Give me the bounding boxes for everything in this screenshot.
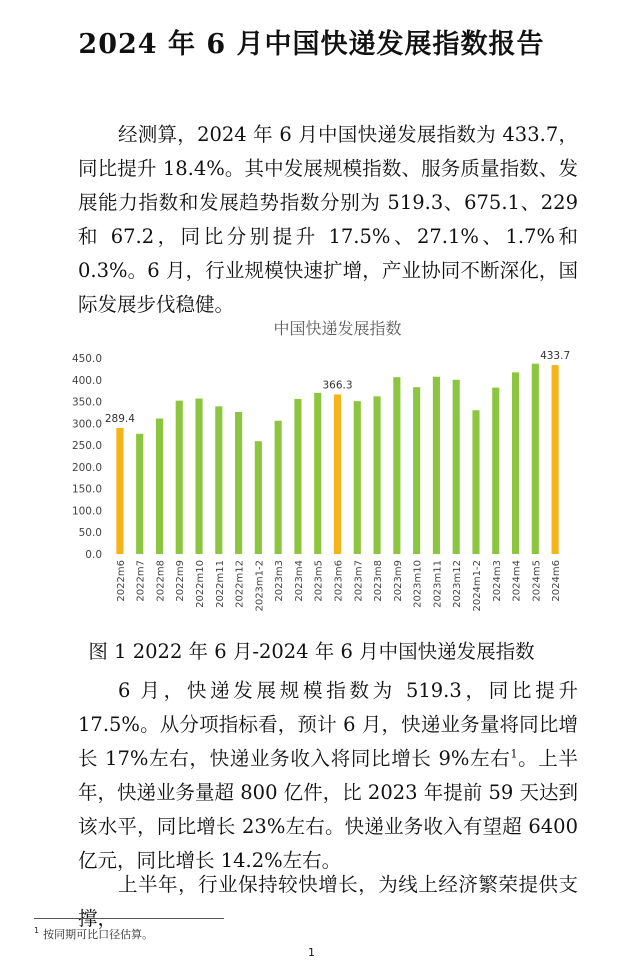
bar-2023m9 [393, 377, 400, 554]
x-tick-label: 2023m7 [353, 560, 365, 602]
y-tick-label: 250.0 [71, 440, 102, 453]
footnote-mark: 1 [34, 926, 40, 936]
bar-2022m11 [215, 406, 222, 554]
bar-2022m10 [195, 399, 202, 554]
x-tick-label: 2023m9 [392, 560, 404, 602]
x-tick-label: 2023m10 [412, 560, 424, 608]
x-tick-label: 2023m3 [274, 560, 286, 602]
chart-title: 中国快递发展指数 [273, 319, 402, 338]
bars-group [116, 364, 558, 554]
x-tick-label: 2023m6 [333, 560, 345, 602]
x-tick-label: 2024m3 [491, 560, 503, 602]
y-tick-label: 450.0 [71, 353, 102, 365]
x-tick-label: 2024m1-2 [471, 560, 483, 612]
intro-paragraph: 经测算，2024 年 6 月中国快递发展指数为 433.7，同比提升 18.4%。其中发展规模指数、服务质量指数、发展能力指数和发展趋势指数分别为 519.3、675.1、229 和 67.2，同比分别提升 17.5%、27.1%、1.7%和 0.3%。6 月，行业规模快速扩增，产业协同不断深化，国际发展步伐稳健。 [78, 123, 578, 316]
y-tick-label: 200.0 [71, 461, 102, 474]
bar-2023m10 [413, 387, 420, 554]
bar-2022m7 [136, 434, 143, 554]
bar-2023m7 [354, 401, 361, 554]
x-tick-label: 2022m11 [214, 560, 226, 608]
footnote-reference[interactable]: 1 [510, 747, 518, 761]
x-tick-label: 2023m4 [293, 560, 305, 602]
x-tick-label: 2024m5 [531, 560, 543, 602]
y-tick-label: 50.0 [78, 527, 102, 540]
bar-2023m5 [314, 393, 321, 554]
figure-caption: 图 1 2022 年 6 月-2024 年 6 月中国快递发展指数 [88, 640, 535, 663]
x-tick-label: 2023m11 [432, 560, 444, 608]
scale-paragraph-part-b: 。上半年，快递业务量超 800 亿件，比 2023 年提前 59 天达到该水平，同比增长 23%左右。快递业务收入有望超 6400 亿元，同比增长 14.2%左右。 [78, 747, 578, 872]
x-tick-label: 2022m10 [195, 560, 207, 608]
bar-2024m4 [512, 372, 519, 554]
x-tick-label: 2022m6 [115, 560, 127, 602]
bar-2023m4 [294, 399, 301, 554]
y-tick-label: 0.0 [85, 549, 102, 561]
x-tick-label: 2023m12 [452, 560, 464, 608]
x-tick-label: 2023m5 [313, 560, 325, 602]
footnote-divider [34, 918, 224, 919]
bar-2024m6 [552, 365, 559, 554]
bar-2022m6 [116, 428, 123, 554]
scale-paragraph [78, 674, 578, 878]
footnote [34, 926, 153, 942]
y-tick-label: 400.0 [71, 374, 102, 387]
express-index-chart [60, 308, 580, 628]
scale-paragraph-part-a: 6 月，快递发展规模指数为 519.3，同比提升 17.5%。从分项指标看，预计 6 月，快递业务量将同比增长 17%左右，快递业务收入将同比增长 9%左右 [78, 679, 578, 770]
data-label: 433.7 [540, 350, 571, 363]
bar-2024m3 [492, 388, 499, 554]
y-tick-label: 300.0 [71, 418, 102, 431]
y-tick-label: 150.0 [71, 483, 102, 496]
x-tick-label: 2023m8 [373, 560, 385, 602]
bar-2024m1-2 [472, 410, 479, 554]
x-tick-label: 2022m7 [135, 560, 147, 602]
growth-paragraph: 上半年，行业保持较快增长，为线上经济繁荣提供支撑， [78, 873, 578, 930]
footnote-text: 按同期可比口径估算。 [43, 928, 154, 941]
y-axis [72, 353, 102, 561]
report-title: 2024 年 6 月中国快递发展指数报告 [78, 29, 545, 60]
bar-2023m1-2 [255, 441, 262, 554]
bar-2022m9 [176, 401, 183, 554]
bar-2023m6 [334, 394, 341, 554]
bar-2023m12 [453, 380, 460, 554]
bar-2023m11 [433, 377, 440, 554]
x-axis [116, 560, 562, 612]
bar-2022m12 [235, 412, 242, 554]
y-tick-label: 350.0 [71, 396, 102, 409]
x-tick-label: 2024m6 [551, 560, 563, 602]
x-tick-label: 2023m1-2 [254, 560, 266, 612]
x-tick-label: 2022m8 [155, 560, 167, 602]
data-label: 366.3 [322, 379, 353, 392]
x-tick-label: 2022m9 [175, 560, 187, 602]
x-tick-label: 2022m12 [234, 560, 246, 608]
y-tick-label: 100.0 [71, 505, 102, 518]
bar-2023m8 [374, 396, 381, 554]
page-number: 1 [308, 946, 315, 959]
bar-2024m5 [532, 364, 539, 554]
chart-svg [60, 308, 580, 628]
bar-2022m8 [156, 419, 163, 554]
data-label: 289.4 [104, 412, 135, 425]
x-tick-label: 2024m4 [511, 560, 523, 602]
bar-2023m3 [275, 421, 282, 554]
